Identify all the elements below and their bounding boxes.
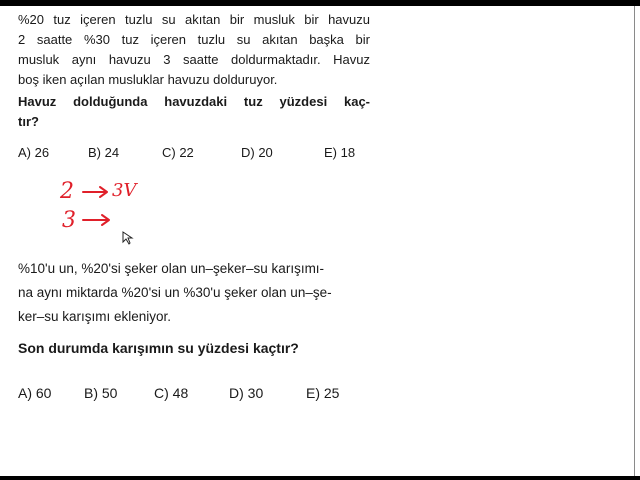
q2-option-d: D) 30 [229, 385, 264, 401]
annot-text-3: 3 [62, 208, 76, 233]
q2-option-a: A) 60 [18, 385, 52, 401]
annot-arrow-1 [83, 187, 107, 197]
annot-text-2: 3V [112, 180, 137, 201]
q1-option-d: D) 20 [241, 145, 273, 160]
question-2-text [18, 257, 350, 329]
q2-option-b: B) 50 [84, 385, 118, 401]
q1-option-e: E) 18 [324, 145, 356, 160]
handwritten-annotation [50, 166, 160, 246]
question-1-text [18, 10, 370, 90]
annot-arrow-2 [83, 215, 109, 225]
q2-option-c: C) 48 [154, 385, 189, 401]
q2-line-3: ker–su karışımı ekleniyor. [18, 309, 172, 324]
question-2-prompt: Son durumda karışımın su yüzdesi kaçtır? [18, 340, 299, 356]
worksheet-page [0, 6, 640, 476]
q2-option-e: E) 25 [306, 385, 340, 401]
q1-line-4: boş iken açılan musluklar havuzu dolduruyor. [18, 72, 278, 87]
page-edge-divider [634, 6, 635, 476]
q2-line-2: na aynı miktarda %20'si un %30'u şeker olan un–şe- [18, 285, 332, 300]
q1-option-b: B) 24 [88, 145, 120, 160]
q1-line-3: musluk aynı havuzu 3 saatte doldurmaktadır. Havuz [18, 52, 370, 67]
q1-line-1: %20 tuz içeren tuzlu su akıtan bir musluk bir havuzu [18, 12, 370, 27]
mouse-cursor-icon [123, 232, 132, 244]
q1-option-a: A) 26 [18, 145, 50, 160]
question-1-prompt [18, 92, 370, 132]
q2-line-1: %10'u un, %20'si şeker olan un–şeker–su karışımı- [18, 261, 325, 276]
q1-line-2: 2 saatte %30 tuz içeren tuzlu su akıtan başka bir [18, 32, 370, 47]
annot-text-1: 2 [60, 179, 74, 204]
q1-option-c: C) 22 [162, 145, 194, 160]
q1-prompt-line-2: tır? [18, 114, 39, 129]
q1-prompt-line-1: Havuz dolduğunda havuzdaki tuz yüzdesi kaç- [18, 94, 370, 109]
